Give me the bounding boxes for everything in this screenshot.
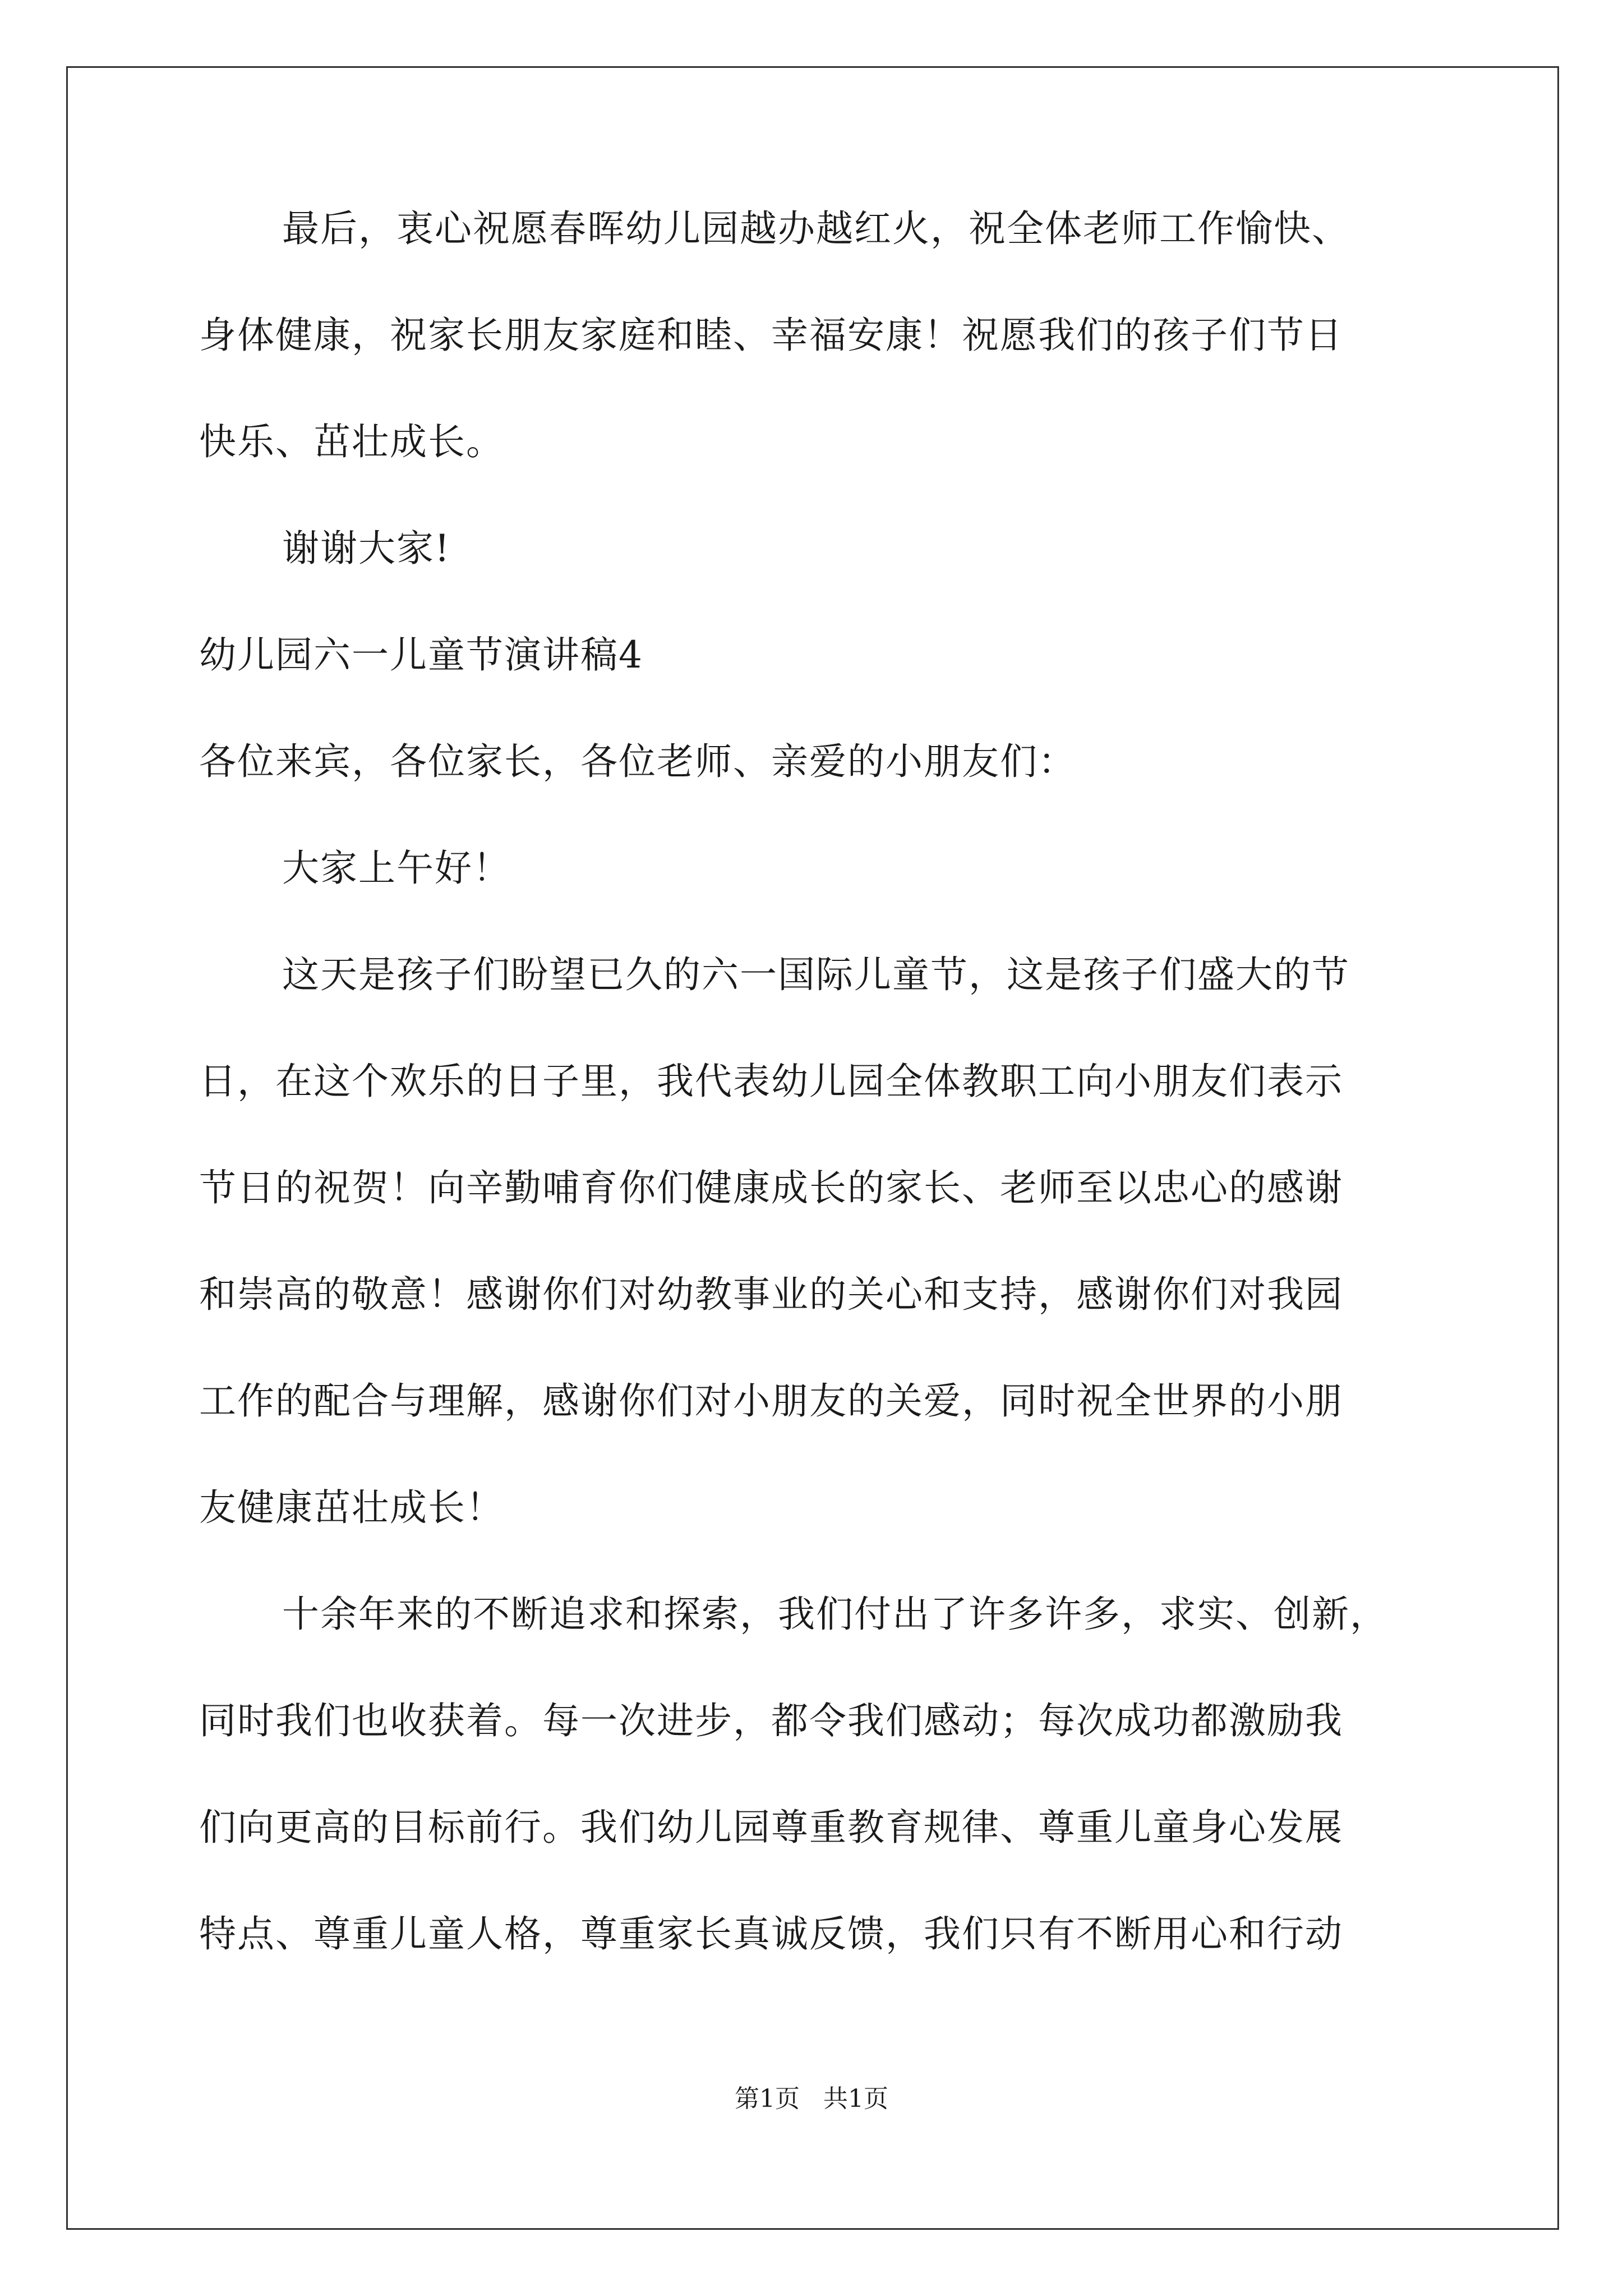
text-line: 幼儿园六一儿童节演讲稿4 bbox=[199, 633, 643, 677]
document-body bbox=[199, 207, 1433, 2022]
text-line: 这天是孩子们盼望已久的六一国际儿童节，这是孩子们盛大的节 bbox=[282, 953, 1350, 996]
text-line: 最后，衷心祝愿春晖幼儿园越办越红火，祝全体老师工作愉快、 bbox=[282, 207, 1350, 250]
text-line: 身体健康，祝家长朋友家庭和睦、幸福安康！祝愿我们的孩子们节日 bbox=[199, 314, 1343, 357]
text-line: 节日的祝贺！向辛勤哺育你们健康成长的家长、老师至以忠心的感谢 bbox=[199, 1166, 1343, 1209]
text-line: 和崇高的敬意！感谢你们对幼教事业的关心和支持，感谢你们对我园 bbox=[199, 1273, 1343, 1316]
page-footer bbox=[0, 2087, 1623, 2111]
page-number: 第1页 bbox=[735, 2085, 800, 2113]
text-line: 快乐、茁壮成长。 bbox=[199, 420, 504, 463]
text-line: 友健康茁壮成长！ bbox=[199, 1486, 504, 1529]
text-line: 们向更高的目标前行。我们幼儿园尊重教育规律、尊重儿童身心发展 bbox=[199, 1806, 1343, 1849]
text-line: 各位来宾，各位家长，各位老师、亲爱的小朋友们： bbox=[199, 740, 1076, 783]
page-total: 共1页 bbox=[823, 2085, 888, 2113]
text-line: 日，在这个欢乐的日子里，我代表幼儿园全体教职工向小朋友们表示 bbox=[199, 1060, 1343, 1103]
text-line: 谢谢大家! bbox=[282, 527, 451, 570]
text-line: 工作的配合与理解，感谢你们对小朋友的关爱，同时祝全世界的小朋 bbox=[199, 1379, 1343, 1423]
text-line: 同时我们也收获着。每一次进步，都令我们感动；每次成功都激励我 bbox=[199, 1699, 1343, 1742]
text-line: 十余年来的不断追求和探索，我们付出了许多许多，求实、创新， bbox=[282, 1593, 1388, 1636]
text-line: 大家上午好！ bbox=[282, 846, 511, 890]
text-line: 特点、尊重儿童人格，尊重家长真诚反馈，我们只有不断用心和行动 bbox=[199, 1912, 1343, 1955]
